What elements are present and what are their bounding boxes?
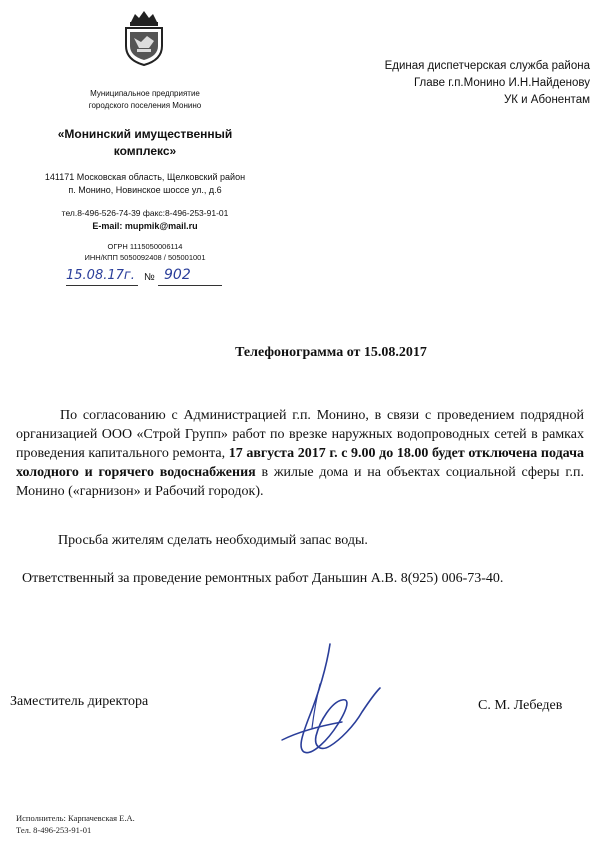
- phone-fax: тел.8-496-526-74-39 факс:8-496-253-91-01: [61, 208, 229, 218]
- document-title: Телефонограмма от 15.08.2017: [235, 345, 427, 360]
- body-text-part1: По согласованию с Администрацией г.п. Монино, в связи с проведением подрядной организацией ООО «Строй Групп» работ по врезке наружных водопроводных сетей в рамках проведения капитального ремонта,: [16, 408, 584, 461]
- executor-phone: Тел. 8-496-253-91-01: [16, 825, 92, 835]
- org-type-line1: Муниципальное предприятие: [90, 89, 200, 98]
- body-text-bold: 17 августа 2017 г. с 9.00 до 18.00 будет отключена подача холодного и горячего водоснабжения: [16, 446, 584, 480]
- number-label: №: [144, 272, 155, 283]
- body-paragraph-main: [16, 406, 584, 501]
- inn-kpp: ИНН/КПП 5050092408 / 505001001: [84, 253, 206, 262]
- signatory-position: Заместитель директора: [10, 694, 149, 709]
- addressee-line2: Главе г.п.Монино И.Н.Найденову: [413, 77, 590, 89]
- body-paragraph-request: Просьба жителям сделать необходимый запас воды.: [58, 533, 368, 548]
- handwritten-signature: [268, 640, 388, 765]
- signatory-name: С. М. Лебедев: [478, 698, 563, 713]
- outgoing-date: 15.08.17г.: [66, 268, 135, 283]
- body-paragraph-responsible: Ответственный за проведение ремонтных работ Даньшин А.В. 8(925) 006-73-40.: [22, 571, 504, 586]
- address-line1: 141171 Московская область, Щелковский район: [44, 172, 246, 182]
- outgoing-number: 902: [164, 267, 191, 283]
- outgoing-ref: [66, 268, 222, 288]
- addressee-line3: УК и Абонентам: [503, 94, 590, 106]
- ogrn: ОГРН 1115050006114: [107, 242, 183, 251]
- org-name-line1: «Монинский имущественный: [57, 127, 233, 141]
- addressee-line1: Единая диспетчерская служба района: [384, 60, 590, 72]
- org-type-line2: городского поселения Монино: [88, 101, 202, 110]
- body-text-part2: в жилые дома и на объектах социальной сферы г.п. Монино («гарнизон» и Рабочий городок).: [16, 465, 584, 499]
- org-name-line2: комплекс»: [113, 144, 177, 158]
- coat-of-arms-icon: [121, 8, 167, 66]
- address-line2: п. Монино, Новинское шоссе ул., д.6: [68, 185, 222, 195]
- email: E-mail: mupmik@mail.ru: [92, 221, 198, 231]
- executor: Исполнитель: Карпачевская Е.А.: [16, 813, 135, 823]
